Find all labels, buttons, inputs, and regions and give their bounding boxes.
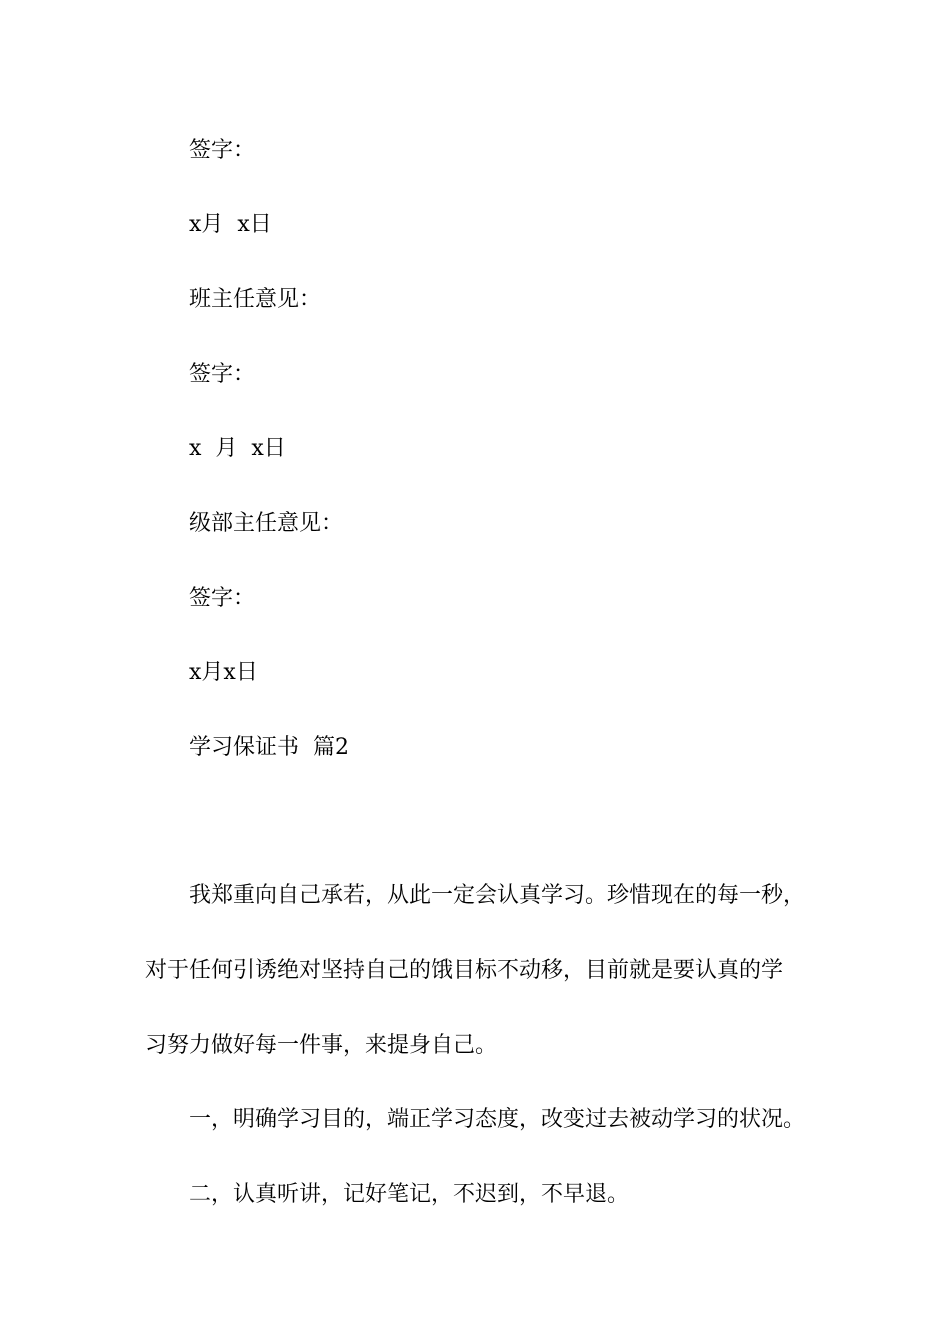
- date-line-1: x月 x日: [189, 212, 272, 237]
- item-one: 一，明确学习目的，端正学习态度，改变过去被动学习的状况。: [189, 1107, 806, 1132]
- signature-label-3: 签字：: [189, 586, 256, 611]
- signature-label-2: 签字：: [189, 362, 256, 387]
- date-line-2: x 月 x日: [189, 436, 286, 461]
- paragraph-line-3: 习努力做好每一件事，来提身自己。: [145, 1033, 498, 1058]
- signature-label-1: 签字：: [189, 138, 256, 163]
- item-two: 二，认真听讲，记好笔记，不迟到，不早退。: [189, 1182, 630, 1207]
- paragraph-line-2: 对于任何引诱绝对坚持自己的饿目标不动移，目前就是要认真的学: [145, 958, 784, 983]
- section-title: 学习保证书 篇2: [189, 735, 349, 760]
- head-teacher-opinion-label: 班主任意见：: [189, 287, 322, 312]
- grade-director-opinion-label: 级部主任意见：: [189, 511, 344, 536]
- date-line-3: x月x日: [189, 660, 258, 685]
- paragraph-line-1: 我郑重向自己承若，从此一定会认真学习。珍惜现在的每一秒，: [189, 883, 806, 908]
